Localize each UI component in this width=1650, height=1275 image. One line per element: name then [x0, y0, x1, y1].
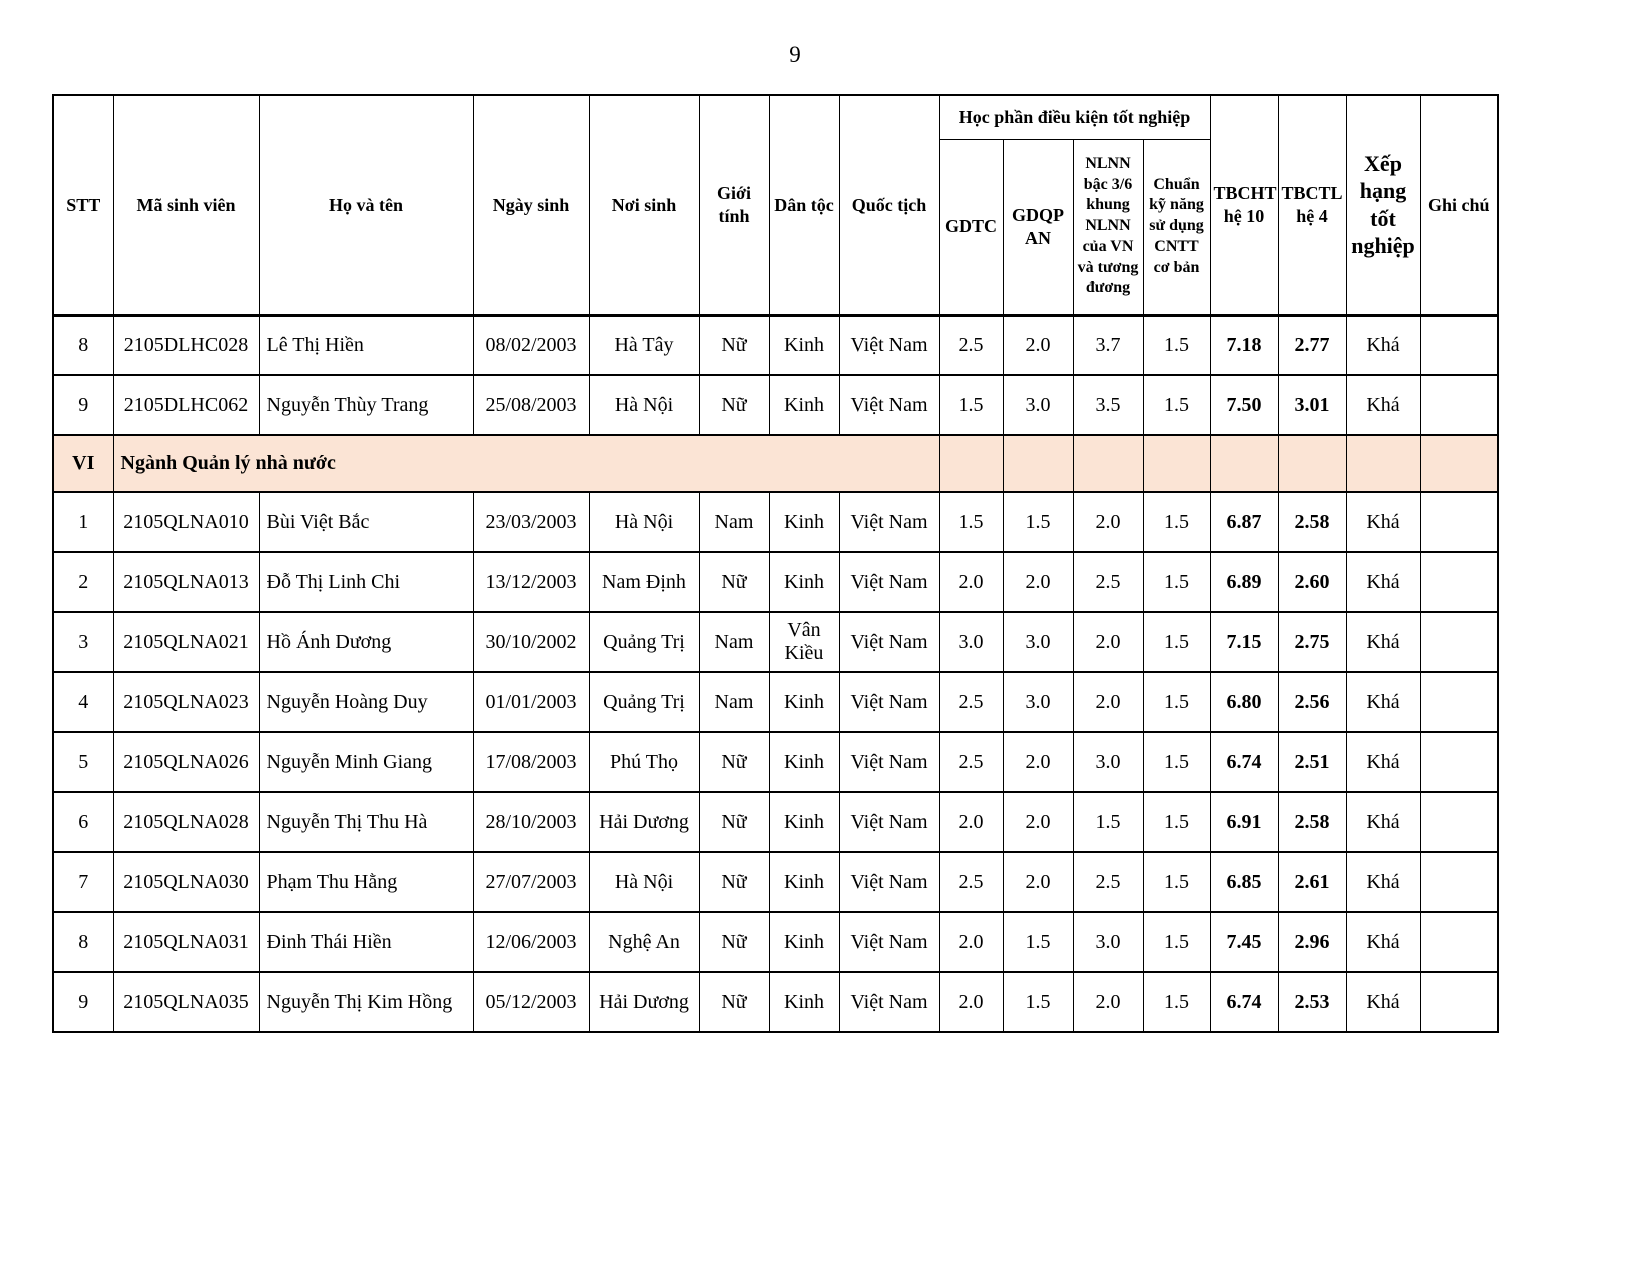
cell-stt: 2 [53, 552, 113, 612]
cell-tbctl: 2.58 [1278, 492, 1346, 552]
cell-nlnn: 1.5 [1073, 792, 1143, 852]
cell-rank: Khá [1346, 912, 1420, 972]
cell-stt: 4 [53, 672, 113, 732]
cell-nlnn: 3.0 [1073, 912, 1143, 972]
cell-nation: Việt Nam [839, 852, 939, 912]
cell-pob: Quảng Trị [589, 612, 699, 672]
cell-dob: 17/08/2003 [473, 732, 589, 792]
cell-nlnn: 3.7 [1073, 315, 1143, 375]
cell-note [1420, 552, 1498, 612]
cell-stt: 6 [53, 792, 113, 852]
cell-tbctl: 2.96 [1278, 912, 1346, 972]
cell-gdtc: 2.0 [939, 972, 1003, 1032]
cell-ethnic: Kinh [769, 315, 839, 375]
section-empty-cell [939, 435, 1003, 492]
cell-gdtc: 2.0 [939, 552, 1003, 612]
cell-dob: 08/02/2003 [473, 315, 589, 375]
header-note: Ghi chú [1420, 95, 1498, 315]
cell-pob: Hải Dương [589, 972, 699, 1032]
table-header [53, 95, 1498, 315]
table-row [53, 552, 1498, 612]
header-gpa-10: TBCHT hệ 10 [1210, 95, 1278, 315]
cell-rank: Khá [1346, 315, 1420, 375]
cell-tbctl: 2.58 [1278, 792, 1346, 852]
cell-name: Hồ Ánh Dương [259, 612, 473, 672]
cell-note [1420, 972, 1498, 1032]
cell-msv: 2105QLNA035 [113, 972, 259, 1032]
cell-note [1420, 792, 1498, 852]
cell-nation: Việt Nam [839, 492, 939, 552]
cell-note [1420, 375, 1498, 435]
cell-tbctl: 2.53 [1278, 972, 1346, 1032]
cell-nation: Việt Nam [839, 612, 939, 672]
header-nlnn: NLNN bậc 3/6 khung NLNN của VN và tương đương [1073, 139, 1143, 315]
cell-ethnic: Kinh [769, 732, 839, 792]
table-row [53, 852, 1498, 912]
table-row [53, 792, 1498, 852]
cell-cntt: 1.5 [1143, 612, 1210, 672]
header-gender: Giới tính [699, 95, 769, 315]
cell-gdqp: 2.0 [1003, 315, 1073, 375]
cell-msv: 2105QLNA030 [113, 852, 259, 912]
cell-tbcht: 6.85 [1210, 852, 1278, 912]
cell-stt: 8 [53, 315, 113, 375]
cell-cntt: 1.5 [1143, 315, 1210, 375]
cell-note [1420, 912, 1498, 972]
table-row [53, 375, 1498, 435]
cell-cntt: 1.5 [1143, 972, 1210, 1032]
cell-pob: Hải Dương [589, 792, 699, 852]
section-empty-cell [1143, 435, 1210, 492]
table-row [53, 612, 1498, 672]
section-number: VI [53, 435, 113, 492]
table-row [53, 315, 1498, 375]
cell-nation: Việt Nam [839, 912, 939, 972]
graduation-results-table [52, 94, 1499, 1033]
header-nationality: Quốc tịch [839, 95, 939, 315]
cell-pob: Nam Định [589, 552, 699, 612]
cell-ethnic: Kinh [769, 852, 839, 912]
cell-gdqp: 2.0 [1003, 732, 1073, 792]
cell-name: Đinh Thái Hiền [259, 912, 473, 972]
cell-stt: 9 [53, 375, 113, 435]
section-empty-cell [1210, 435, 1278, 492]
cell-note [1420, 672, 1498, 732]
cell-ethnic: Kinh [769, 912, 839, 972]
table-row [53, 732, 1498, 792]
cell-gdtc: 3.0 [939, 612, 1003, 672]
cell-dob: 13/12/2003 [473, 552, 589, 612]
cell-dob: 12/06/2003 [473, 912, 589, 972]
header-birth-place: Nơi sinh [589, 95, 699, 315]
cell-rank: Khá [1346, 375, 1420, 435]
cell-gdtc: 2.5 [939, 852, 1003, 912]
cell-tbctl: 2.56 [1278, 672, 1346, 732]
cell-note [1420, 612, 1498, 672]
cell-stt: 1 [53, 492, 113, 552]
cell-name: Bùi Việt Bắc [259, 492, 473, 552]
cell-tbctl: 2.75 [1278, 612, 1346, 672]
cell-nlnn: 2.0 [1073, 612, 1143, 672]
cell-name: Lê Thị Hiền [259, 315, 473, 375]
cell-nation: Việt Nam [839, 552, 939, 612]
cell-gender: Nữ [699, 732, 769, 792]
cell-gdqp: 1.5 [1003, 492, 1073, 552]
cell-msv: 2105QLNA028 [113, 792, 259, 852]
cell-cntt: 1.5 [1143, 732, 1210, 792]
cell-ethnic: Kinh [769, 492, 839, 552]
page-number: 9 [789, 42, 801, 67]
cell-gender: Nữ [699, 552, 769, 612]
cell-pob: Quảng Trị [589, 672, 699, 732]
cell-gender: Nữ [699, 792, 769, 852]
cell-cntt: 1.5 [1143, 375, 1210, 435]
cell-nlnn: 2.0 [1073, 672, 1143, 732]
cell-tbcht: 7.18 [1210, 315, 1278, 375]
table-row [53, 672, 1498, 732]
cell-gdqp: 2.0 [1003, 852, 1073, 912]
cell-tbcht: 6.80 [1210, 672, 1278, 732]
cell-pob: Hà Nội [589, 375, 699, 435]
header-gdtc: GDTC [939, 139, 1003, 315]
cell-tbctl: 2.61 [1278, 852, 1346, 912]
cell-ethnic: Vân Kiều [769, 612, 839, 672]
section-title: Ngành Quản lý nhà nước [113, 435, 939, 492]
cell-rank: Khá [1346, 972, 1420, 1032]
table-body [53, 315, 1498, 1032]
cell-stt: 8 [53, 912, 113, 972]
cell-msv: 2105QLNA031 [113, 912, 259, 972]
cell-note [1420, 852, 1498, 912]
cell-rank: Khá [1346, 852, 1420, 912]
cell-nation: Việt Nam [839, 315, 939, 375]
cell-ethnic: Kinh [769, 552, 839, 612]
cell-gdqp: 2.0 [1003, 792, 1073, 852]
cell-note [1420, 732, 1498, 792]
cell-tbcht: 6.89 [1210, 552, 1278, 612]
cell-ethnic: Kinh [769, 972, 839, 1032]
cell-tbctl: 3.01 [1278, 375, 1346, 435]
cell-cntt: 1.5 [1143, 492, 1210, 552]
header-graduation-rank: Xếp hạng tốt nghiệp [1346, 95, 1420, 315]
cell-cntt: 1.5 [1143, 672, 1210, 732]
cell-tbcht: 6.74 [1210, 732, 1278, 792]
table-row [53, 912, 1498, 972]
cell-msv: 2105DLHC028 [113, 315, 259, 375]
header-stt: STT [53, 95, 113, 315]
header-graduation-condition-group: Học phần điều kiện tốt nghiệp [939, 95, 1210, 139]
cell-dob: 23/03/2003 [473, 492, 589, 552]
cell-stt: 7 [53, 852, 113, 912]
cell-nation: Việt Nam [839, 792, 939, 852]
header-ethnicity: Dân tộc [769, 95, 839, 315]
cell-note [1420, 492, 1498, 552]
cell-nlnn: 2.0 [1073, 972, 1143, 1032]
cell-msv: 2105QLNA021 [113, 612, 259, 672]
cell-name: Đỗ Thị Linh Chi [259, 552, 473, 612]
cell-rank: Khá [1346, 672, 1420, 732]
cell-gdqp: 3.0 [1003, 672, 1073, 732]
cell-tbcht: 6.74 [1210, 972, 1278, 1032]
cell-nation: Việt Nam [839, 672, 939, 732]
cell-gdtc: 2.5 [939, 672, 1003, 732]
cell-tbcht: 7.50 [1210, 375, 1278, 435]
cell-gdtc: 2.0 [939, 792, 1003, 852]
cell-nlnn: 2.5 [1073, 552, 1143, 612]
cell-msv: 2105QLNA010 [113, 492, 259, 552]
cell-dob: 01/01/2003 [473, 672, 589, 732]
cell-tbcht: 6.91 [1210, 792, 1278, 852]
cell-gdqp: 3.0 [1003, 375, 1073, 435]
cell-pob: Hà Tây [589, 315, 699, 375]
cell-cntt: 1.5 [1143, 792, 1210, 852]
cell-msv: 2105QLNA023 [113, 672, 259, 732]
cell-gender: Nam [699, 492, 769, 552]
cell-pob: Phú Thọ [589, 732, 699, 792]
cell-stt: 5 [53, 732, 113, 792]
cell-gdtc: 1.5 [939, 375, 1003, 435]
cell-gender: Nam [699, 672, 769, 732]
table-row [53, 972, 1498, 1032]
cell-msv: 2105DLHC062 [113, 375, 259, 435]
section-empty-cell [1346, 435, 1420, 492]
cell-rank: Khá [1346, 792, 1420, 852]
cell-ethnic: Kinh [769, 375, 839, 435]
cell-dob: 30/10/2002 [473, 612, 589, 672]
cell-tbctl: 2.77 [1278, 315, 1346, 375]
cell-gdtc: 2.5 [939, 315, 1003, 375]
cell-cntt: 1.5 [1143, 552, 1210, 612]
cell-gdtc: 2.0 [939, 912, 1003, 972]
header-cntt: Chuẩn kỹ năng sử dụng CNTT cơ bản [1143, 139, 1210, 315]
cell-msv: 2105QLNA013 [113, 552, 259, 612]
cell-gender: Nữ [699, 315, 769, 375]
cell-name: Nguyễn Thị Kim Hồng [259, 972, 473, 1032]
cell-nlnn: 2.5 [1073, 852, 1143, 912]
cell-nlnn: 3.5 [1073, 375, 1143, 435]
cell-tbctl: 2.60 [1278, 552, 1346, 612]
cell-nation: Việt Nam [839, 972, 939, 1032]
header-full-name: Họ và tên [259, 95, 473, 315]
cell-name: Nguyễn Thùy Trang [259, 375, 473, 435]
cell-tbcht: 7.15 [1210, 612, 1278, 672]
cell-rank: Khá [1346, 732, 1420, 792]
cell-note [1420, 315, 1498, 375]
cell-gdqp: 1.5 [1003, 972, 1073, 1032]
section-empty-cell [1420, 435, 1498, 492]
cell-name: Phạm Thu Hằng [259, 852, 473, 912]
cell-rank: Khá [1346, 492, 1420, 552]
cell-tbctl: 2.51 [1278, 732, 1346, 792]
cell-gender: Nữ [699, 852, 769, 912]
section-empty-cell [1278, 435, 1346, 492]
header-gdqp: GDQP AN [1003, 139, 1073, 315]
table-row [53, 492, 1498, 552]
cell-pob: Nghệ An [589, 912, 699, 972]
cell-gdqp: 2.0 [1003, 552, 1073, 612]
cell-tbcht: 7.45 [1210, 912, 1278, 972]
header-birth-date: Ngày sinh [473, 95, 589, 315]
cell-rank: Khá [1346, 612, 1420, 672]
cell-cntt: 1.5 [1143, 852, 1210, 912]
section-empty-cell [1073, 435, 1143, 492]
cell-ethnic: Kinh [769, 672, 839, 732]
section-empty-cell [1003, 435, 1073, 492]
cell-gdqp: 3.0 [1003, 612, 1073, 672]
cell-cntt: 1.5 [1143, 912, 1210, 972]
cell-msv: 2105QLNA026 [113, 732, 259, 792]
cell-nlnn: 2.0 [1073, 492, 1143, 552]
cell-gdqp: 1.5 [1003, 912, 1073, 972]
cell-gender: Nam [699, 612, 769, 672]
cell-pob: Hà Nội [589, 852, 699, 912]
cell-stt: 3 [53, 612, 113, 672]
cell-rank: Khá [1346, 552, 1420, 612]
cell-nation: Việt Nam [839, 375, 939, 435]
header-student-id: Mã sinh viên [113, 95, 259, 315]
cell-name: Nguyễn Hoàng Duy [259, 672, 473, 732]
section-row [53, 435, 1498, 492]
cell-gdtc: 2.5 [939, 732, 1003, 792]
cell-gender: Nữ [699, 375, 769, 435]
cell-pob: Hà Nội [589, 492, 699, 552]
cell-stt: 9 [53, 972, 113, 1032]
cell-dob: 28/10/2003 [473, 792, 589, 852]
cell-tbcht: 6.87 [1210, 492, 1278, 552]
header-gpa-4: TBCTL hệ 4 [1278, 95, 1346, 315]
cell-name: Nguyễn Thị Thu Hà [259, 792, 473, 852]
cell-nation: Việt Nam [839, 732, 939, 792]
cell-gdtc: 1.5 [939, 492, 1003, 552]
cell-gender: Nữ [699, 972, 769, 1032]
cell-dob: 05/12/2003 [473, 972, 589, 1032]
cell-nlnn: 3.0 [1073, 732, 1143, 792]
cell-name: Nguyễn Minh Giang [259, 732, 473, 792]
cell-gender: Nữ [699, 912, 769, 972]
cell-dob: 27/07/2003 [473, 852, 589, 912]
cell-dob: 25/08/2003 [473, 375, 589, 435]
cell-ethnic: Kinh [769, 792, 839, 852]
